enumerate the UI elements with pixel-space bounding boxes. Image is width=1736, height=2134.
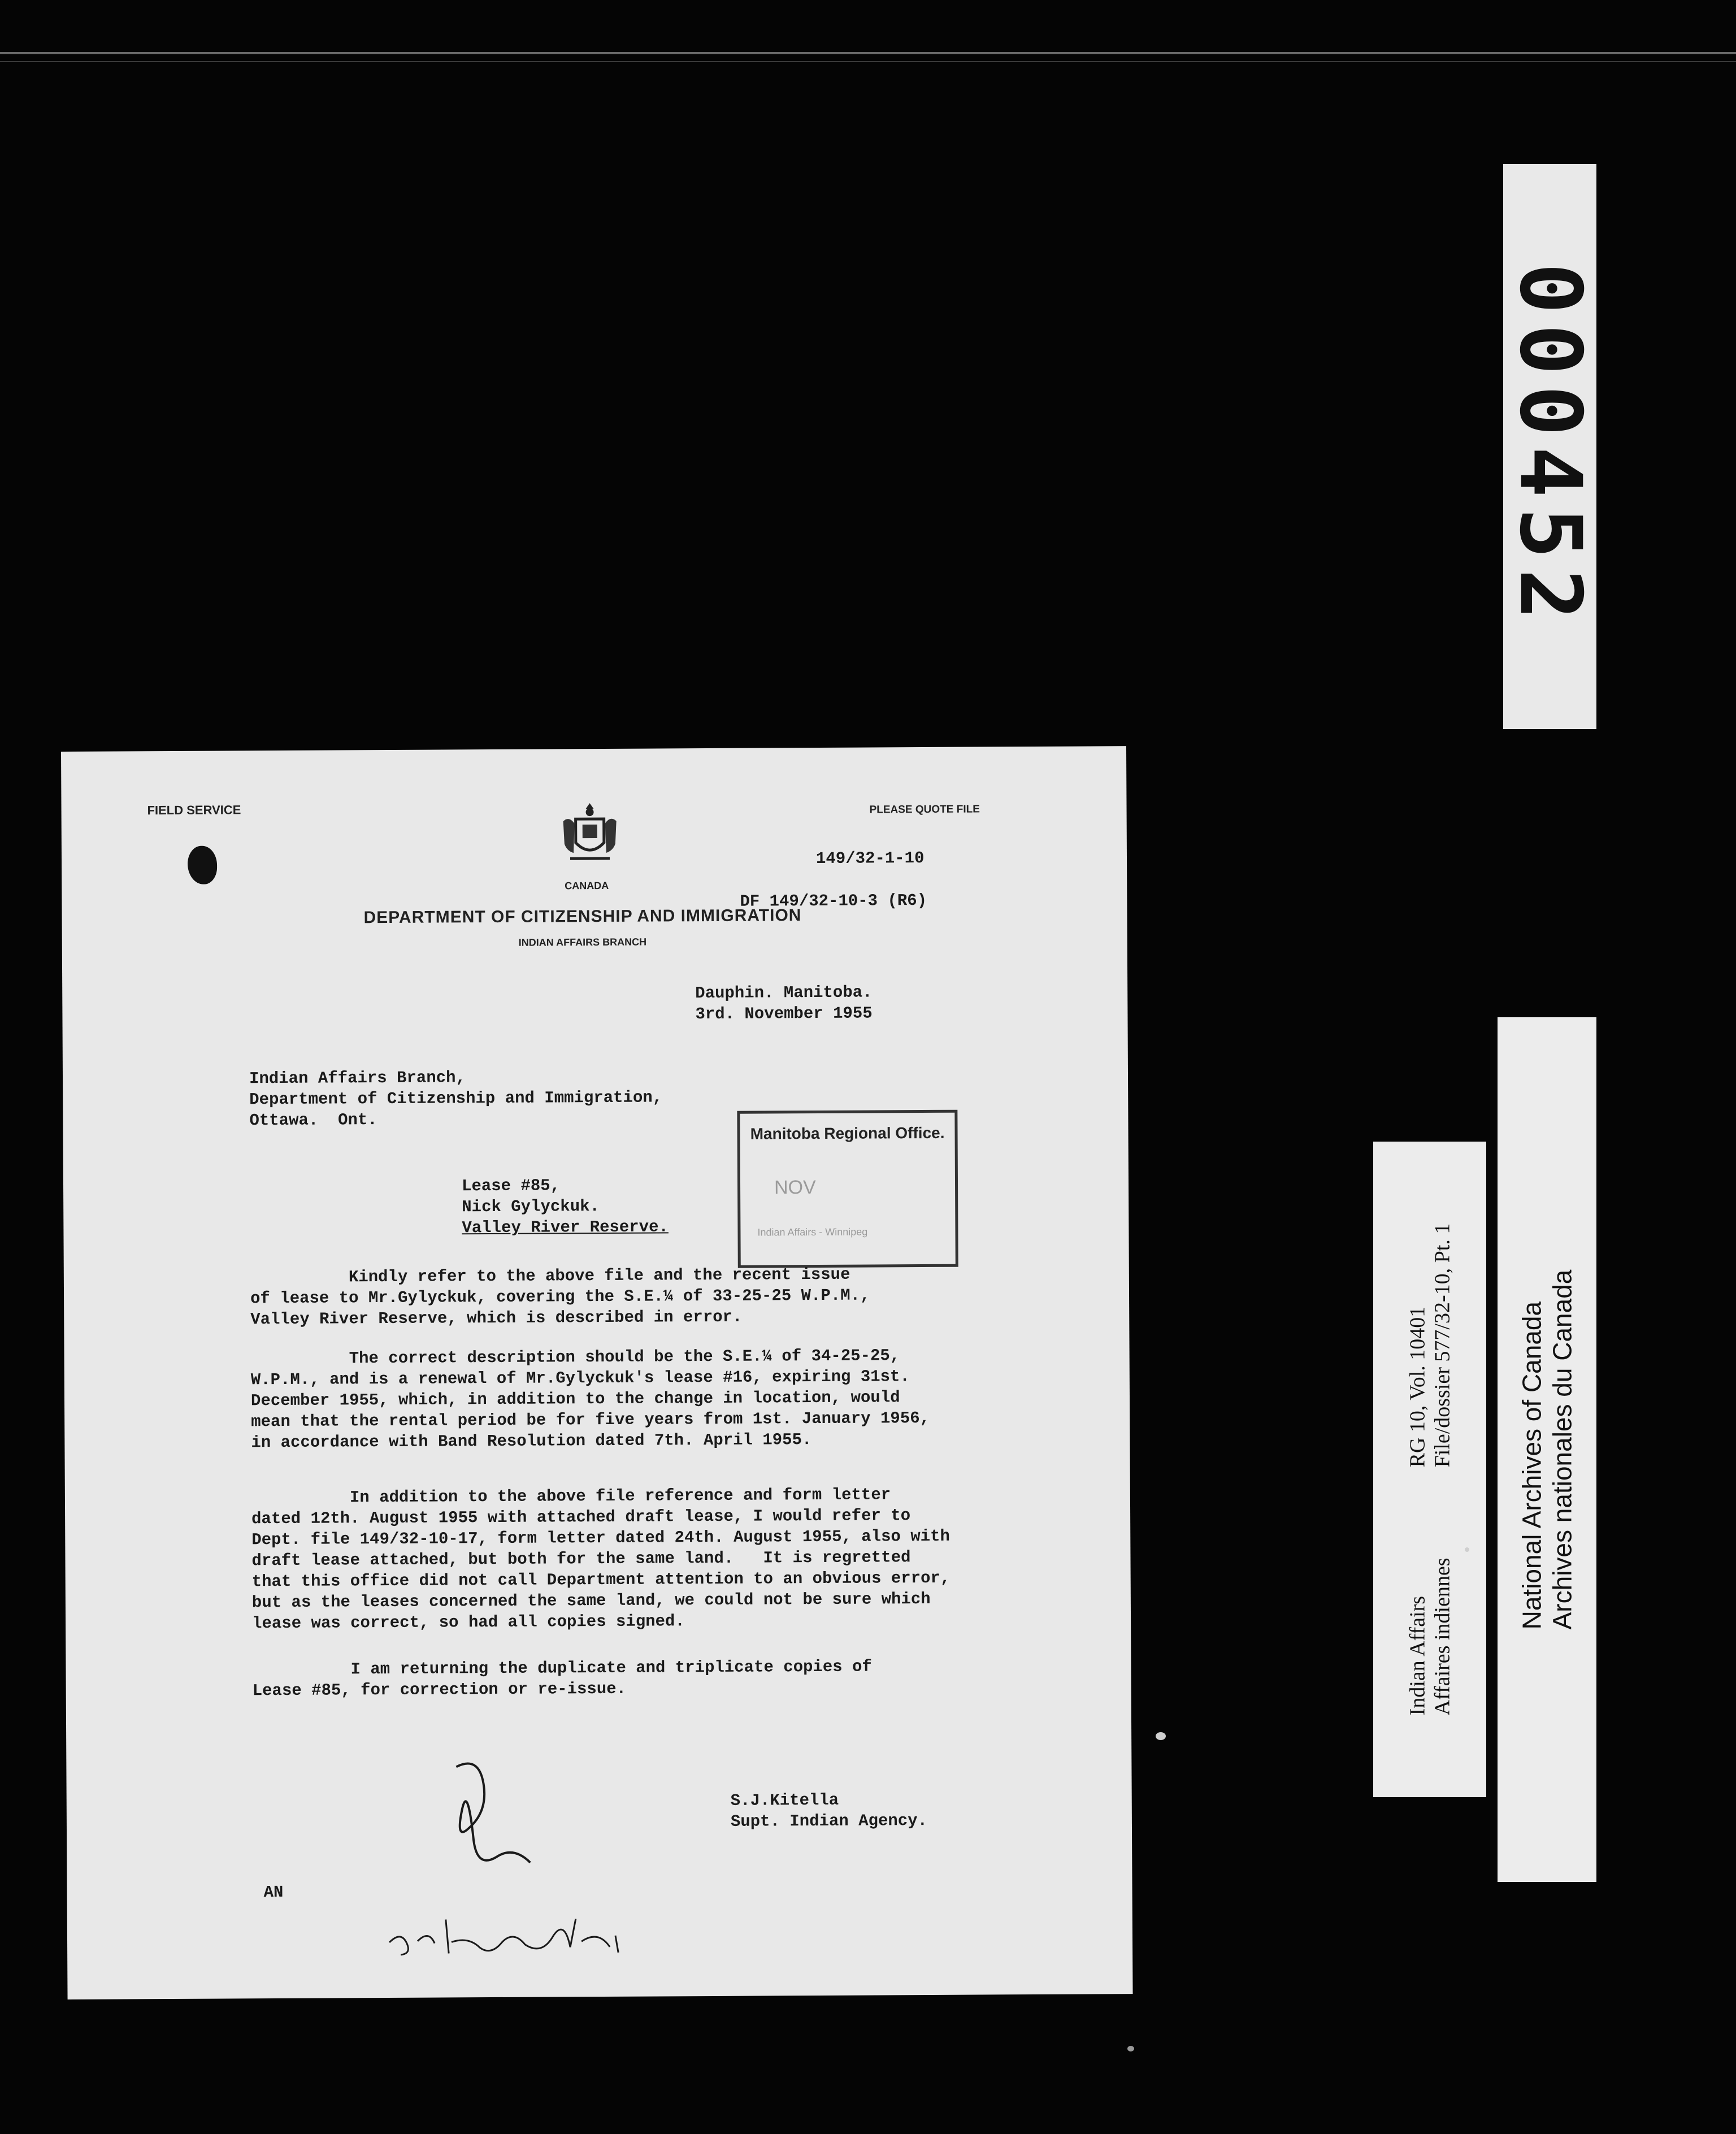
place-date-block (695, 982, 873, 1025)
dust-speck (1127, 2046, 1134, 2051)
addressee-line: Indian Affairs Branch, (249, 1068, 466, 1088)
subject-block (462, 1174, 669, 1238)
department-title: DEPARTMENT OF CITIZENSHIP AND IMMIGRATION (363, 906, 802, 927)
archive-label-line: Indian Affairs (1405, 1595, 1430, 1716)
coat-of-arms-icon (558, 799, 621, 867)
body-paragraph: The correct description should be the S.E.¼ of 34-25-25, W.P.M., and is a renewal of Mr.Gylyckuk's lease #16, expiring 31st. December 1955, which, in addition to the change in location, would mean that the rental period be for five years from 1st. January 1956, in accordance with Band Resolution dated 7th. April 1955. (250, 1346, 930, 1452)
archive-label-line: Archives nationales du Canada (1547, 1269, 1577, 1630)
film-frame-top-line-2 (0, 61, 1736, 62)
addressee-line: Department of Citizenship and Immigration, (249, 1088, 663, 1109)
ink-blot (188, 846, 217, 884)
stamp-date: NOV (774, 1177, 816, 1199)
stamp-footer: Indian Affairs - Winnipeg (757, 1226, 868, 1238)
subject-line: Nick Gylyckuk. (462, 1197, 600, 1217)
body-paragraph: I am returning the duplicate and triplicate copies of Lease #85, for correction or re-issue. (252, 1657, 872, 1701)
archive-label-large (1498, 1017, 1596, 1882)
signature-block (731, 1789, 927, 1832)
archive-label-small (1373, 1142, 1486, 1797)
received-stamp (737, 1110, 958, 1268)
signatory-title: Supt. Indian Agency. (730, 1811, 928, 1831)
subject-line: Lease #85, (461, 1176, 561, 1196)
letter-date: 3rd. November 1955 (695, 1004, 873, 1024)
please-quote-file-label: PLEASE QUOTE FILE (869, 803, 980, 816)
letter-page (61, 746, 1133, 1999)
addressee-block (249, 1066, 662, 1131)
dust-speck (1465, 1547, 1469, 1552)
file-reference-df: DF 149/32-10-3 (R6) (740, 891, 927, 911)
body-paragraph: In addition to the above file reference and form letter dated 12th. August 1955 with attached draft lease, I would refer to Dept. file 149/32-10-17, form letter dated 24th. August 1955, also with draft lease attached, but both for the same land. It is regretted that this office did not call Department attention to an obvious error, but as the leases concerned the same land, we could not be sure which lease was correct, so had all copies signed. (251, 1485, 951, 1633)
subject-line: Valley River Reserve. (462, 1217, 669, 1238)
stamp-header: Manitoba Regional Office. (750, 1124, 945, 1143)
archive-label-line: RG 10, Vol. 10401 (1405, 1306, 1430, 1468)
field-service-label: FIELD SERVICE (147, 803, 241, 818)
frame-number: 000452 (1500, 263, 1599, 630)
dust-speck (1156, 1732, 1166, 1740)
file-reference-top: 149/32-1-10 (815, 849, 925, 869)
canada-label: CANADA (565, 879, 609, 892)
handwritten-signature (383, 1749, 678, 1965)
film-frame-top-line (0, 52, 1736, 54)
branch-title: INDIAN AFFAIRS BRANCH (518, 936, 647, 948)
archive-label-line: File/dossier 577/32-10, Pt. 1 (1430, 1223, 1455, 1468)
signatory-name: S.J.Kitella (730, 1790, 839, 1810)
place: Dauphin. Manitoba. (695, 983, 873, 1003)
typist-initials: AN (263, 1883, 284, 1902)
frame-number-strip (1500, 164, 1599, 729)
archive-label-line: National Archives of Canada (1517, 1301, 1547, 1630)
addressee-line: Ottawa. Ont. (249, 1111, 377, 1130)
body-paragraph: Kindly refer to the above file and the recent issue of lease to Mr.Gylyckuk, covering the S.E.¼ of 33-25-25 W.P.M., Valley River Reserve, which is described in error. (250, 1265, 870, 1329)
archive-label-line: Affaires indiennes (1430, 1558, 1455, 1716)
